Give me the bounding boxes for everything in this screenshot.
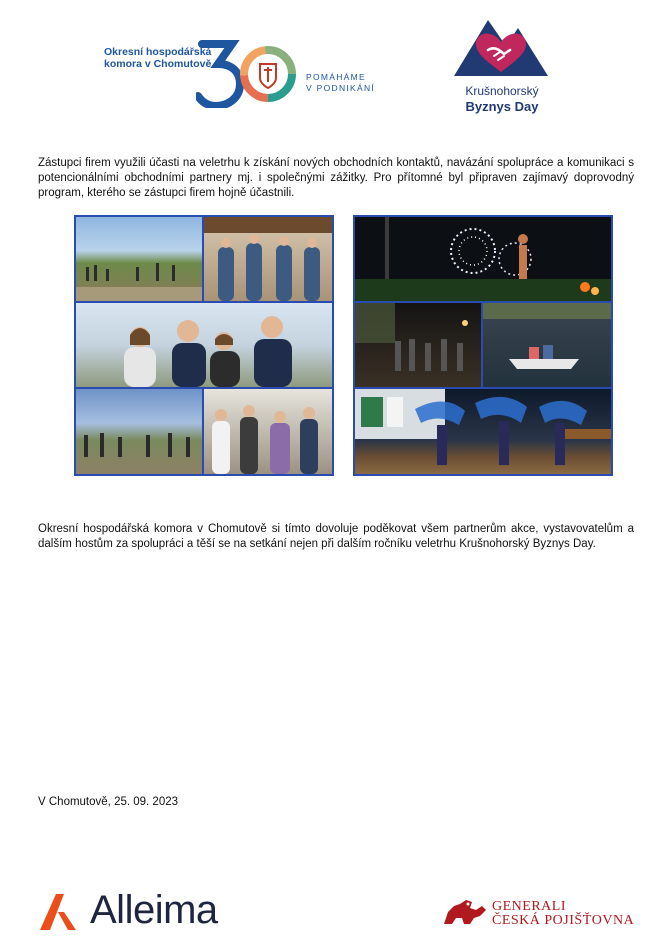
generali-line2: ČESKÁ POJIŠŤOVNA (492, 913, 635, 928)
kbd-logo-line1: Krušnohorský (465, 84, 539, 98)
ohk-tagline (306, 72, 375, 94)
place-and-date: V Chomutově, 25. 09. 2023 (38, 796, 179, 808)
photo-collage-daytime (74, 215, 334, 476)
ohk-30-logo-icon (196, 36, 296, 108)
kbd-mountain-heart-logo-icon (454, 16, 548, 78)
photo-outdoor-crowd (76, 217, 202, 301)
photo-evening-gathering (76, 389, 202, 474)
ohk-tagline-line2: V PODNIKÁNÍ (306, 83, 376, 93)
photo-collage-evening (353, 215, 613, 476)
photo-guests-talking (204, 389, 332, 474)
generali-lion-icon (440, 894, 490, 930)
ohk-name-line1: Okresní hospodářská (104, 46, 212, 58)
ohk-tagline-line1: POMÁHÁME (306, 72, 366, 82)
photo-night-crowd (355, 303, 481, 387)
generali-line1: GENERALI (492, 899, 566, 914)
photo-fire-show (355, 217, 611, 301)
intro-paragraph: Zástupci firem využili účasti na veletrhu k získání nových obchodních kontaktů, navázání spolupráce a komunikaci s potencionálními obchodními partnery mj. i společnými zážitky. Pro přítomné byl připraven zajímavý doprovodný program, kterého se zástupci firem hojně účastnili. (38, 157, 634, 199)
alleima-wordmark: Alleima (90, 888, 218, 932)
kbd-logo-line2: Byznys Day (465, 99, 539, 114)
photo-indoor-group (204, 217, 332, 301)
generali-wordmark (492, 900, 634, 928)
photo-group-portrait (76, 303, 332, 387)
thanks-paragraph: Okresní hospodářská komora v Chomutově si tímto dovoluje poděkovat všem partnerům akce, vystavovatelům a dalším hostům za spolupráci a těší se na setkání nejen při dalším ročníku veletrhu Krušnohorský Byznys Day. (38, 523, 634, 550)
photo-dance-performance (355, 389, 611, 474)
ohk-name-line2: komora v Chomutově (104, 58, 212, 70)
photo-boat-ride (483, 303, 611, 387)
alleima-a-logo-icon (38, 892, 78, 932)
